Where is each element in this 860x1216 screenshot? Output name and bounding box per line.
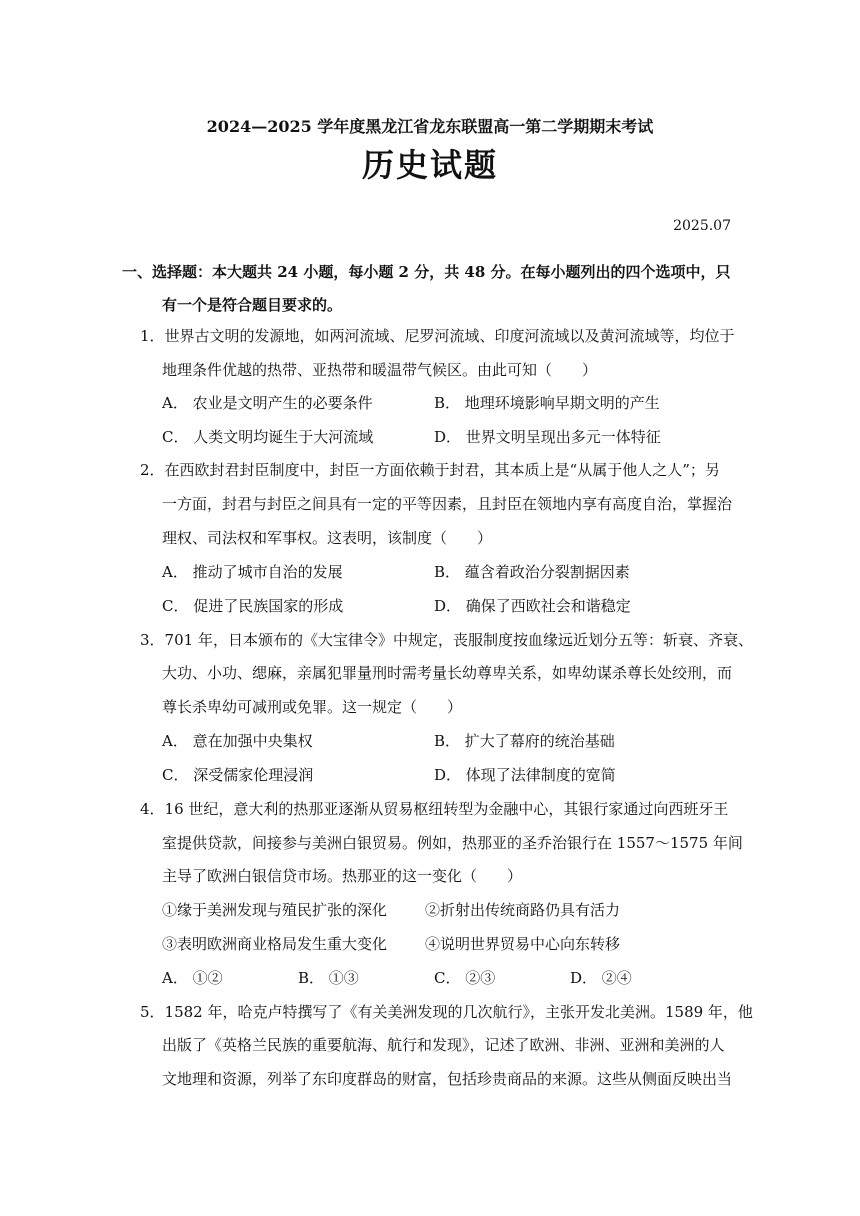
question-2-option-d[interactable]: D． 确保了西欧社会和谐稳定: [434, 597, 631, 615]
question-4-statement-3: ③表明欧洲商业格局发生重大变化: [162, 935, 388, 953]
question-2-line-3: 理权、司法权和军事权。这表明，该制度（ ）: [162, 529, 493, 547]
section-heading-line1: 一、选择题：本大题共 24 小题，每小题 2 分，共 48 分。在每小题列出的四个选项中，只: [122, 263, 731, 281]
question-4-statement-2: ②折射出传统商路仍具有活力: [425, 901, 621, 919]
question-1-option-a[interactable]: A． 农业是文明产生的必要条件: [162, 394, 373, 412]
question-3-option-c[interactable]: C． 深受儒家伦理浸润: [162, 766, 314, 784]
question-4-option-b[interactable]: B． ①③: [298, 969, 359, 987]
question-3-line-2: 大功、小功、缌麻，亲属犯罪量刑时需考量长幼尊卑关系，如卑幼谋杀尊长处绞刑，而: [162, 664, 733, 682]
question-1-option-c[interactable]: C． 人类文明均诞生于大河流域: [162, 428, 374, 446]
question-3-line-1: 3．701 年，日本颁布的《大宝律令》中规定，丧服制度按血缘远近划分五等：斩衰、齐衰、: [140, 631, 753, 649]
question-5-line-1: 5．1582 年，哈克卢特撰写了《有关美洲发现的几次航行》，主张开发北美洲。1589 年，他: [140, 1003, 753, 1021]
question-4-statement-1: ①缘于美洲发现与殖民扩张的深化: [162, 901, 388, 919]
question-2-line-2: 一方面，封君与封臣之间具有一定的平等因素，且封臣在领地内享有高度自治，掌握治: [162, 495, 733, 513]
question-2-option-a[interactable]: A． 推动了城市自治的发展: [162, 563, 343, 581]
question-1-option-b[interactable]: B． 地理环境影响早期文明的产生: [434, 394, 660, 412]
question-5-line-3: 文地理和资源，列举了东印度群岛的财富，包括珍贵商品的来源。这些从侧面反映出当: [162, 1070, 733, 1088]
question-2-option-b[interactable]: B． 蕴含着政治分裂割据因素: [434, 563, 630, 581]
question-2-line-1: 2．在西欧封君封臣制度中，封臣一方面依赖于封君，其本质上是“从属于他人之人”；另: [140, 461, 720, 479]
exam-date: 2025.07: [673, 218, 731, 234]
question-4-line-3: 主导了欧洲白银信贷市场。热那亚的这一变化（ ）: [162, 867, 523, 885]
question-4-option-c[interactable]: C． ②③: [434, 969, 496, 987]
question-4-option-d[interactable]: D． ②④: [570, 969, 632, 987]
section-heading-line2: 有一个是符合题目要求的。: [162, 296, 343, 314]
exam-title: 历史试题: [361, 146, 498, 184]
question-4-line-1: 4．16 世纪，意大利的热那亚逐渐从贸易枢纽转型为金融中心，其银行家通过向西班牙王: [140, 800, 729, 818]
question-1-line-2: 地理条件优越的热带、亚热带和暖温带气候区。由此可知（ ）: [162, 361, 598, 379]
question-3-option-a[interactable]: A． 意在加强中央集权: [162, 732, 313, 750]
question-2-option-c[interactable]: C． 促进了民族国家的形成: [162, 597, 344, 615]
question-1-option-d[interactable]: D． 世界文明呈现出多元一体特征: [434, 428, 661, 446]
question-3-line-3: 尊长杀卑幼可减刑或免罪。这一规定（ ）: [162, 698, 463, 716]
question-3-option-d[interactable]: D． 体现了法律制度的宽简: [434, 766, 616, 784]
exam-subtitle: 2024—2025 学年度黑龙江省龙东联盟高一第二学期期末考试: [206, 117, 654, 136]
question-3-option-b[interactable]: B． 扩大了幕府的统治基础: [434, 732, 615, 750]
question-4-option-a[interactable]: A． ①②: [162, 969, 223, 987]
question-4-statement-4: ④说明世界贸易中心向东转移: [425, 935, 621, 953]
question-5-line-2: 出版了《英格兰民族的重要航海、航行和发现》，记述了欧洲、非洲、亚洲和美洲的人: [162, 1036, 725, 1054]
question-1-line-1: 1．世界古文明的发源地，如两河流域、尼罗河流域、印度河流域以及黄河流域等，均位于: [140, 327, 735, 345]
question-4-line-2: 室提供贷款，间接参与美洲白银贸易。例如，热那亚的圣乔治银行在 1557～1575 年间: [162, 834, 743, 852]
